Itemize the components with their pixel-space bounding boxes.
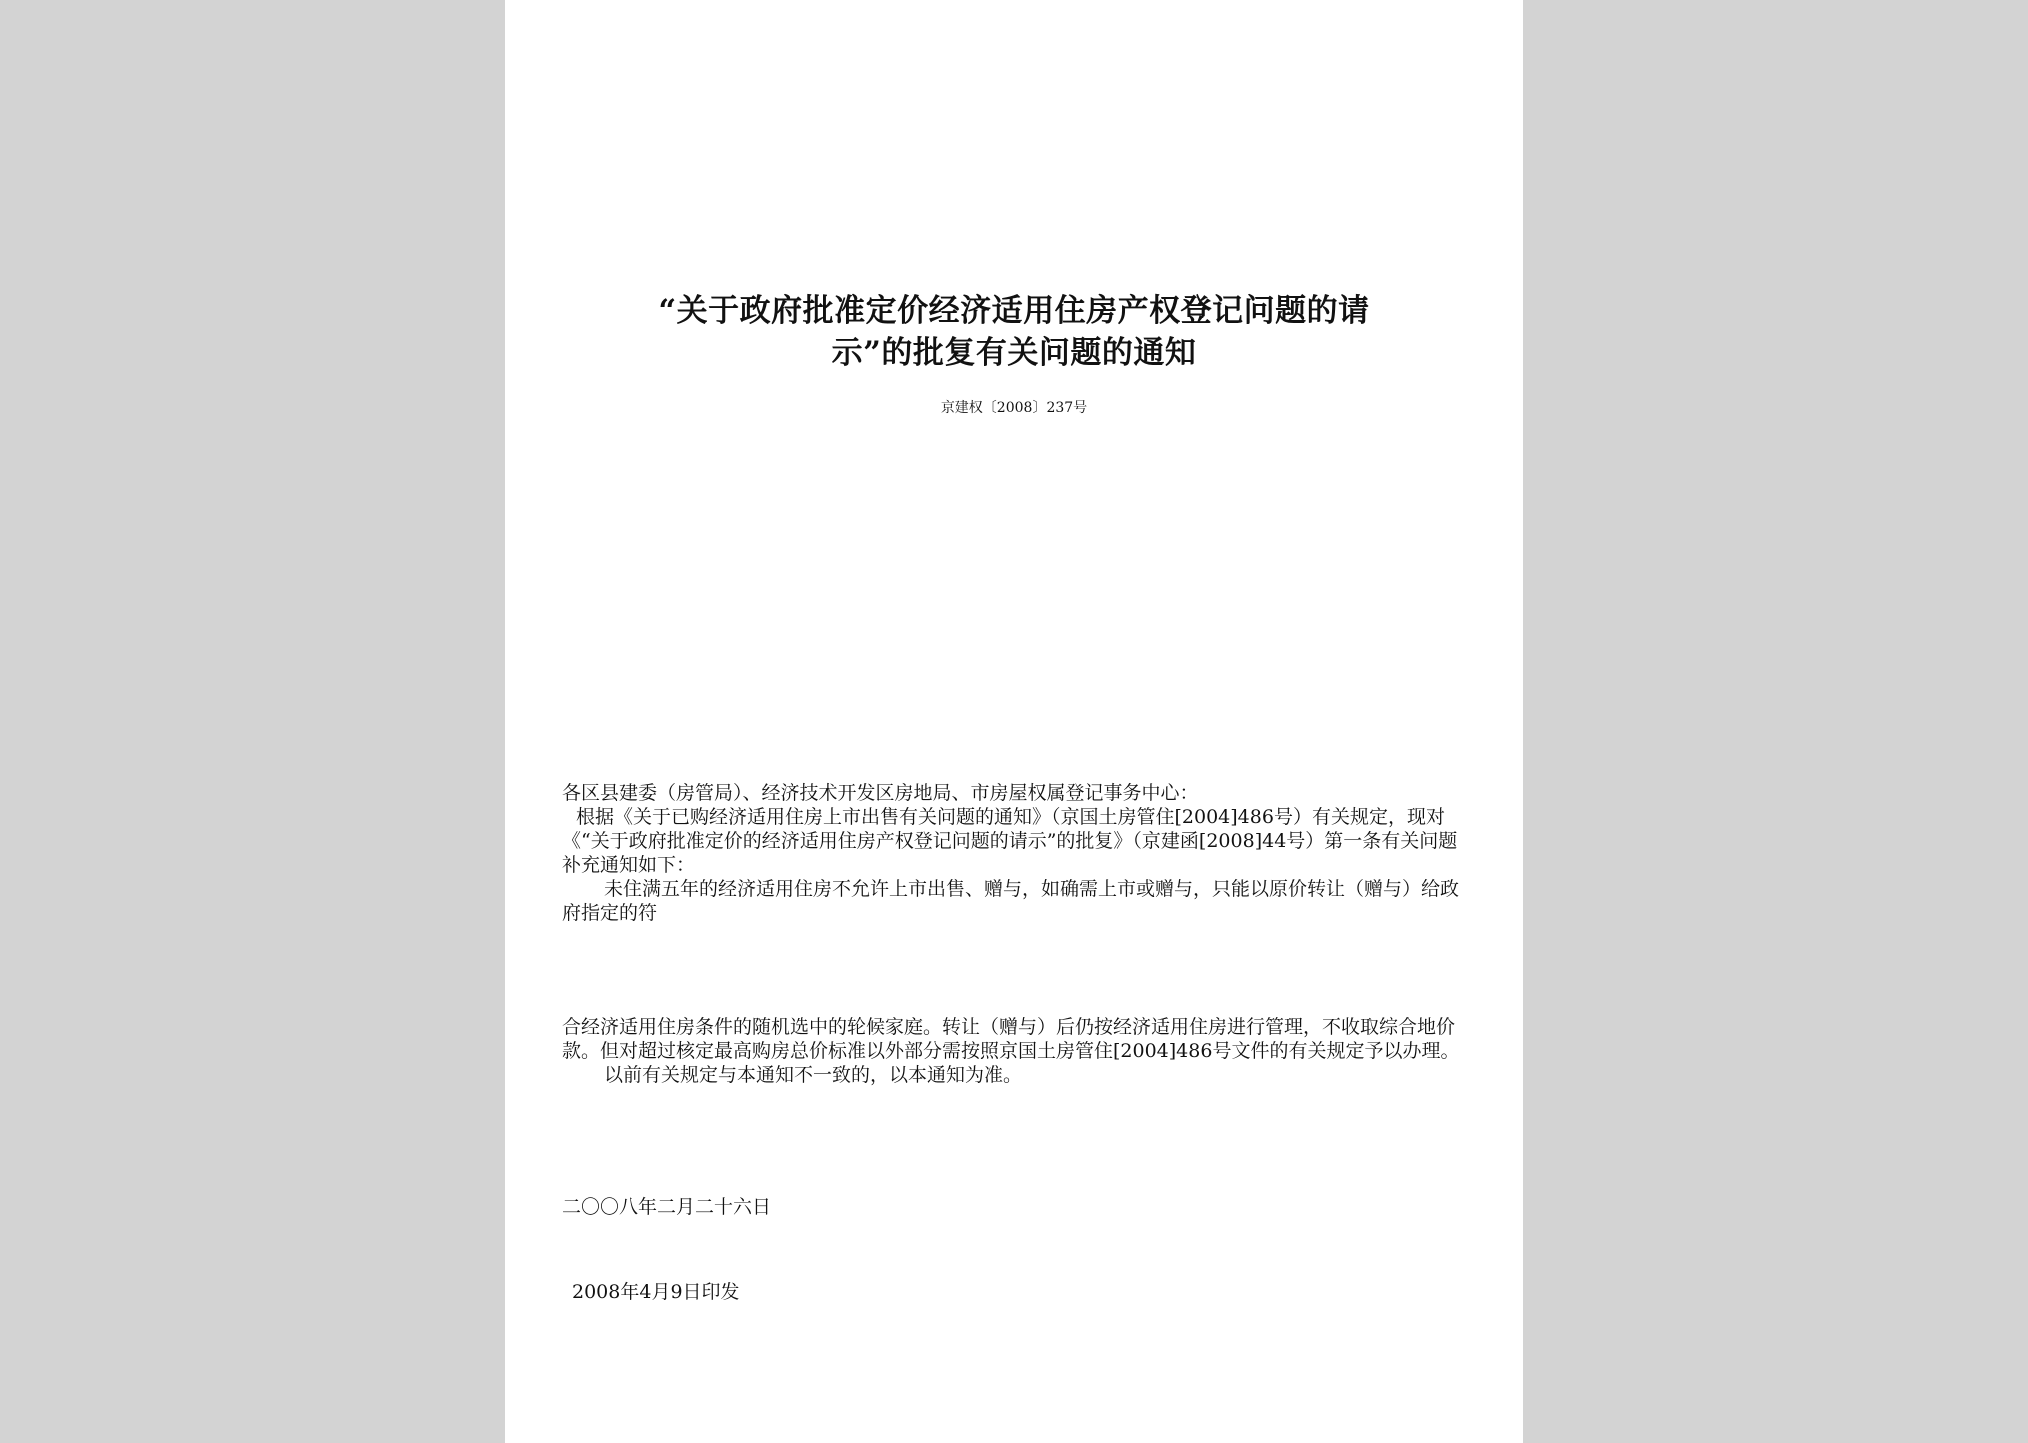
document-date: 二〇〇八年二月二十六日 — [562, 1196, 772, 1218]
body-section-1 — [562, 781, 1467, 925]
title-line-1: “关于政府批准定价经济适用住房产权登记问题的请 — [658, 293, 1370, 329]
paragraph-4: 以前有关规定与本通知不一致的，以本通知为准。 — [604, 1064, 1023, 1086]
document-page — [505, 0, 1523, 1443]
paragraph-1: 根据《关于已购经济适用住房上市出售有关问题的通知》（京国土房管住[2004]486号）有关规定，现对《“关于政府批准定价的经济适用住房产权登记问题的请示”的批复》（京建函[2008]44号）第一条有关问题补充通知如下： — [562, 806, 1458, 876]
paragraph-3: 合经济适用住房条件的随机选中的轮候家庭。转让（赠与）后仍按经济适用住房进行管理，不收取综合地价款。但对超过核定最高购房总价标准以外部分需按照京国土房管住[2004]486号文件的有关规定予以办理。 — [562, 1016, 1460, 1062]
document-title — [545, 290, 1483, 374]
title-line-2: 示”的批复有关问题的通知 — [831, 335, 1197, 371]
issue-date: 2008年4月9日印发 — [572, 1281, 740, 1303]
document-number: 京建权〔2008〕237号 — [940, 400, 1088, 416]
addressee: 各区县建委（房管局）、经济技术开发区房地局、市房屋权属登记事务中心： — [562, 782, 1199, 804]
paragraph-2: 未住满五年的经济适用住房不允许上市出售、赠与，如确需上市或赠与，只能以原价转让（赠与）给政府指定的符 — [562, 878, 1460, 924]
body-section-2 — [562, 1015, 1467, 1087]
